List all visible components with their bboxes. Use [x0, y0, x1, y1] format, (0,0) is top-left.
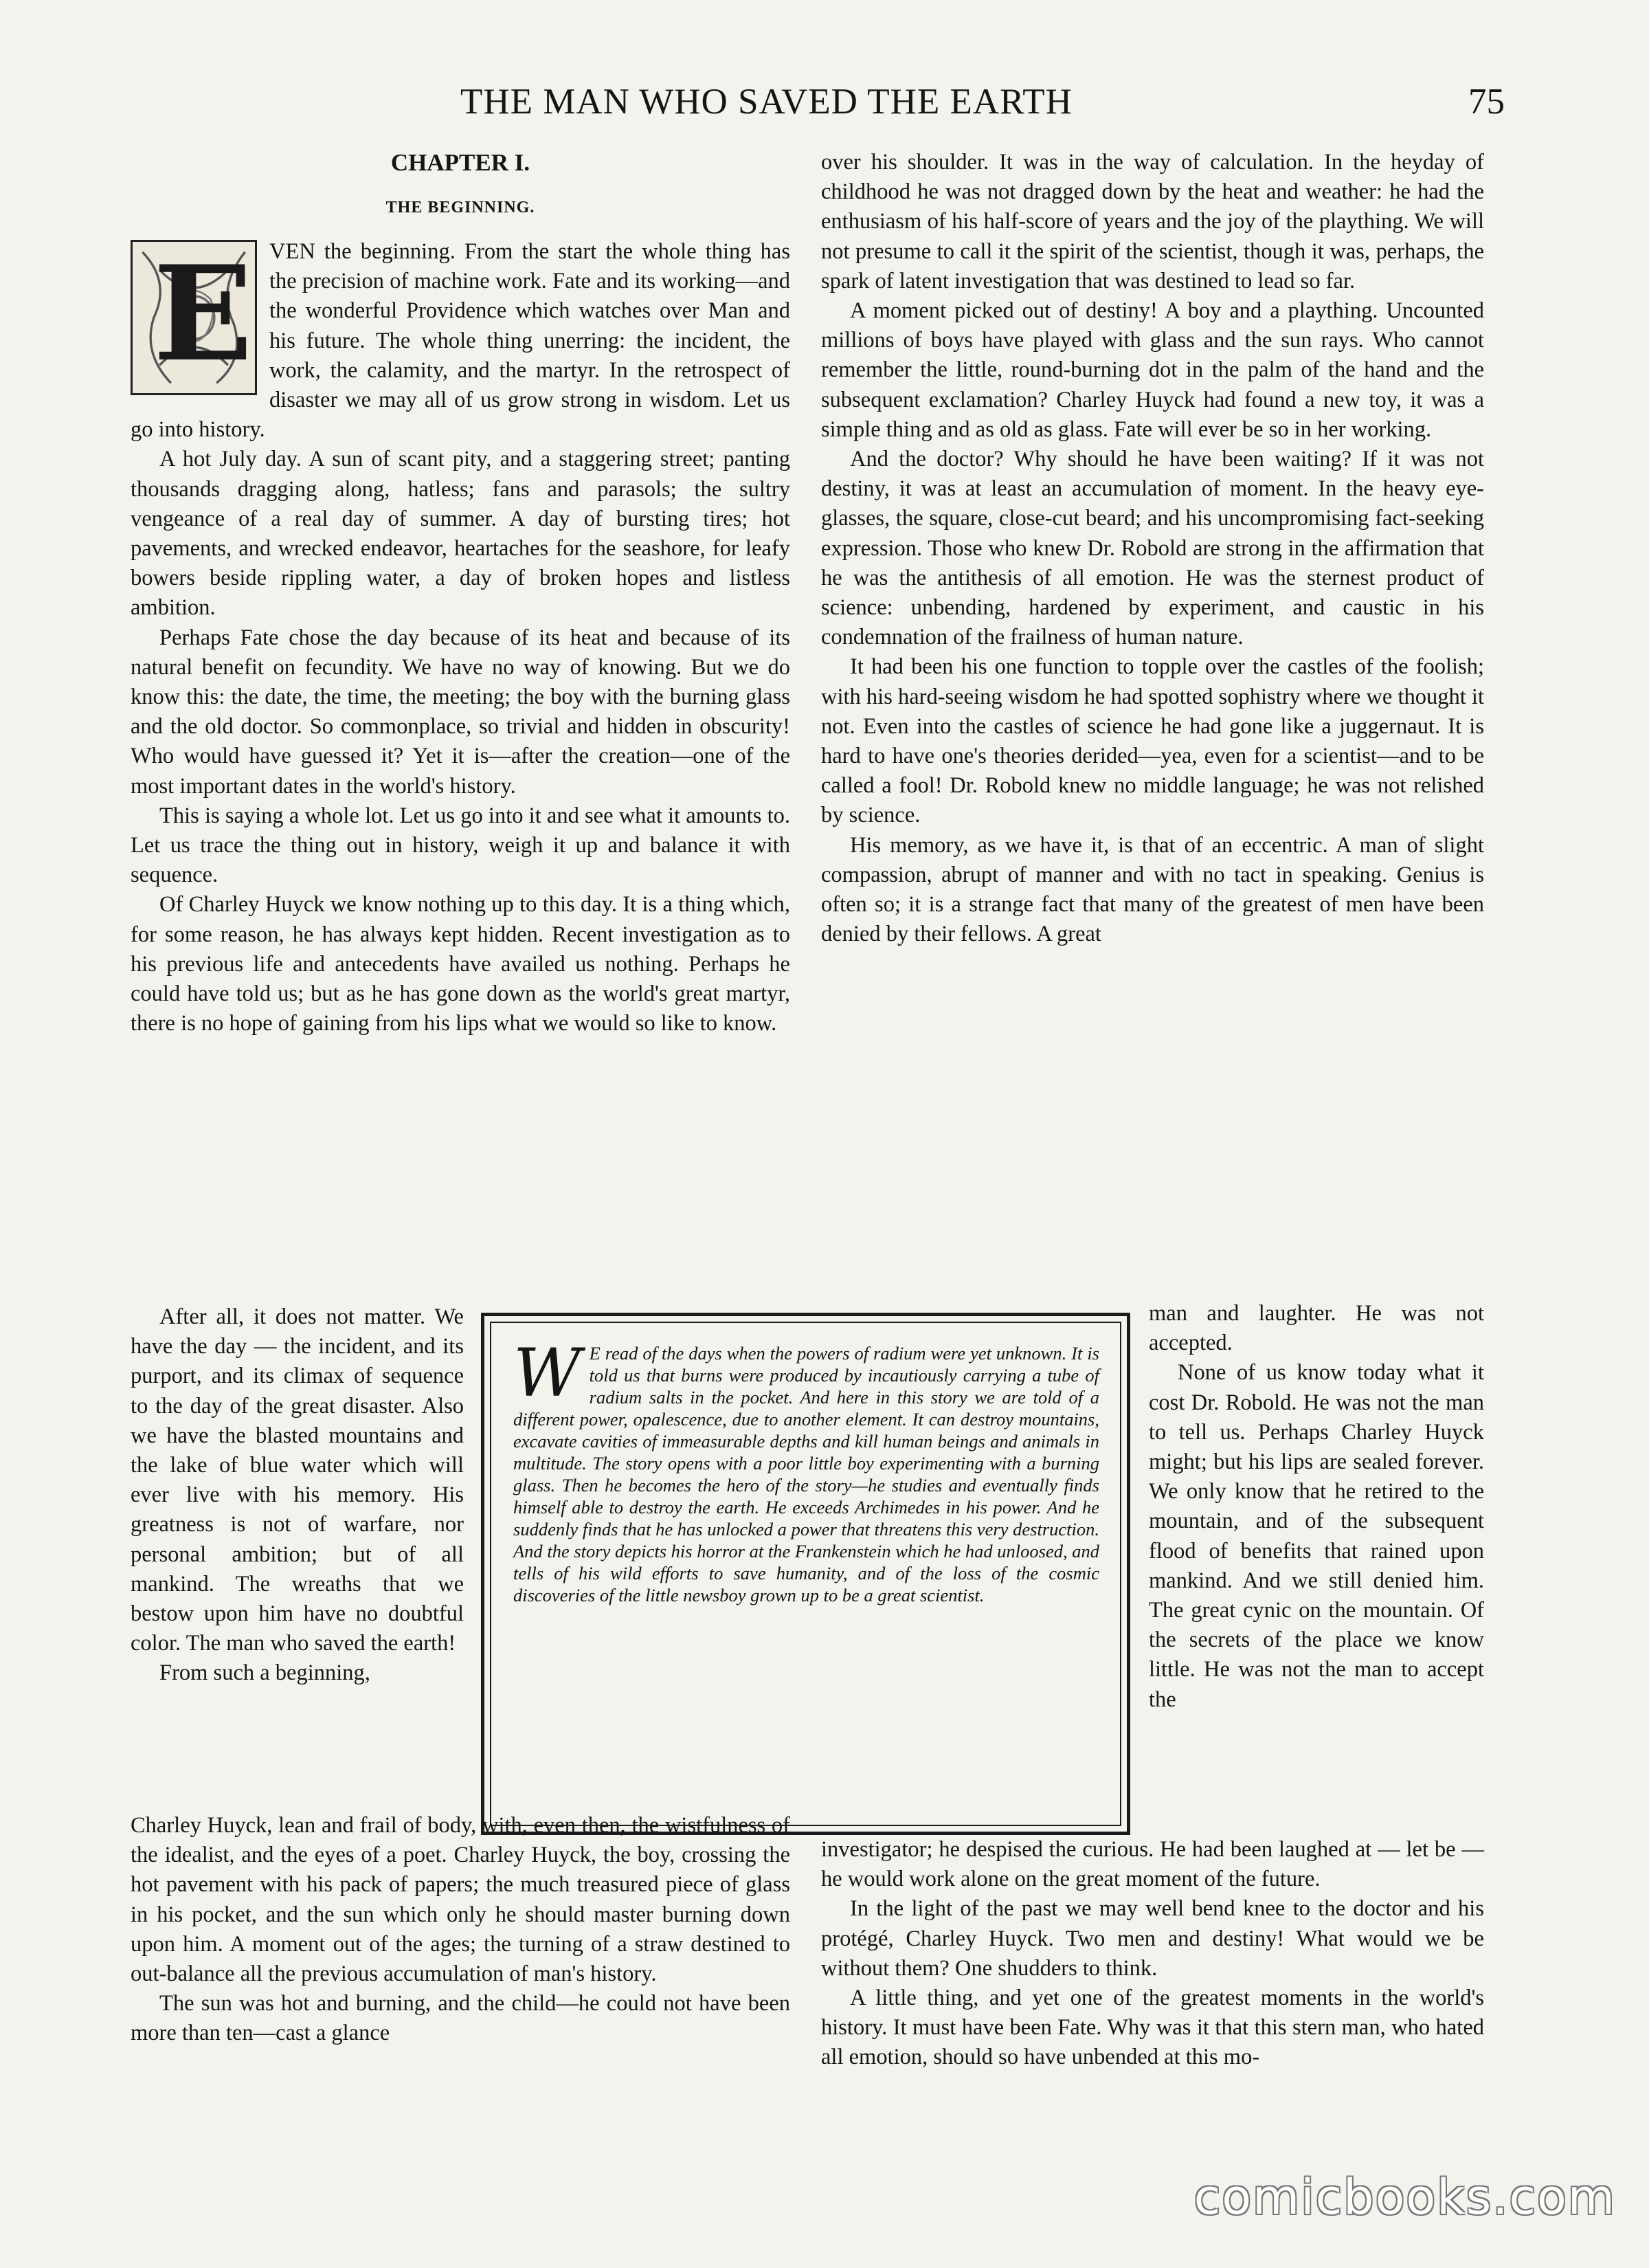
paragraph: VEN the beginning. From the start the whole thing has the precision of machine work. Fate and its working—and the wonderful Providence which watches over Man and his future. The whole thing unerring: the incident, the work, the calamity, and the martyr. In the retrospect of disaster we may all of us grow strong in wisdom. Let us go into history. [131, 239, 790, 443]
paragraph: man and laughter. He was not accepted. [1149, 1301, 1484, 1356]
paragraph: A hot July day. A sun of scant pity, and a staggering street; panting thousands dragging along, hatless; fans and parasols; the sultry vengeance of a real day of summer. A day of bursting tires; hot pavements, and wrecked endeavor, heartaches for the seashore, for leafy bowers beside rippling water, a day of broken hopes and listless ambition. [131, 447, 790, 621]
right-column-bottom [821, 1835, 1484, 2073]
paragraph: A little thing, and yet one of the greatest moments in the world's history. It must have been Fate. Why was it that this stern man, who hated all emotion, should so have unbended at this mo- [821, 1986, 1484, 2070]
paragraph: It had been his one function to topple over the castles of the foolish; with his hard-seeing wisdom he had spotted sophistry where we thought it not. Even into the castles of science he had gone like a juggernaut. It is hard to have one's theories derided—yea, even for a scientist—and to be called a fool! Dr. Robold knew no middle language; he was not relished by science. [821, 654, 1484, 828]
intro-text: E read of the days when the powers of radium were yet unknown. It is told us that burns were produced by incautiously carrying a tube of radium salts in the pocket. And here in this story we are told of a different power, opalescence, due to another element. It can destroy mountains, excavate cavities of immeasurable depths and kill human beings and animals in multitude. The story opens with a poor little boy experimenting with a burning glass. Then he becomes the hero of the story—he studies and eventually finds himself able to destroy the earth. He exceeds Archimedes in his power. And he suddenly finds that he has unlocked a power that threatens this very destruction. And the story depicts his horror at the Frankenstein which he had unloosed, and tells of his wild efforts to save humanity, and of the loss of the cosmic discoveries of the little newsboy grown up to be a great scientist. [513, 1343, 1099, 1605]
left-column-narrow [131, 1302, 464, 1689]
left-column-bottom [131, 1811, 790, 2049]
left-column-top [131, 148, 790, 1038]
paragraph: Of Charley Huyck we know nothing up to this day. It is a thing which, for some reason, he has always kept hidden. Recent investigation as to his previous life and antecedents have availed us nothing. Perhaps he could have told us; but as he has gone down as the world's great martyr, there is no hope of gaining from his lips what we would so like to know. [131, 892, 790, 1036]
paragraph: investigator; he despised the curious. He had been laughed at — let be — he would work alone on the great moment of the future. [821, 1837, 1484, 1892]
paragraph: In the light of the past we may well bend knee to the doctor and his protégé, Charley Huyck. Two men and destiny! What would we be without them? One shudders to think. [821, 1896, 1484, 1981]
running-title: THE MAN WHO SAVED THE EARTH [460, 82, 1073, 122]
paragraph: Charley Huyck, lean and frail of body, with, even then, the wistfulness of the idealist, and the eyes of a poet. Charley Huyck, the boy, crossing the hot pavement with his pack of papers; the much treasured piece of glass in his pocket, and the sun which only he should master burning down upon him. A moment out of the ages; the turning of a straw destined to out-balance all the previous accumulation of man's history. [131, 1813, 790, 1987]
page-header [172, 81, 1505, 143]
paragraph: Perhaps Fate chose the day because of its heat and because of its natural benefit on fecundity. We have no way of knowing. But we do know this: the date, the time, the meeting; the boy with the burning glass and the old doctor. So commonplace, so trivial and hidden in obscurity! Who would have guessed it? Yet it is—after the creation—one of the most important dates in the world's history. [131, 625, 790, 799]
first-paragraph [131, 237, 790, 445]
intro-inner [490, 1322, 1121, 1826]
paragraph: This is saying a whole lot. Let us go into it and see what it amounts to. Let us trace the thing out in history, weigh it up and balance it with sequence. [131, 803, 790, 888]
paragraph: A moment picked out of destiny! A boy and a plaything. Uncounted millions of boys have played with glass and the sun rays. Who cannot remember the little, round-burning dot in the palm of the hand and the subsequent exclamation? Charley Huyck had found a new toy, it was a simple thing and as old as glass. Fate will ever be so in her working. [821, 298, 1484, 442]
dropcap-letter: E [153, 237, 253, 390]
paragraph: And the doctor? Why should he have been waiting? If it was not destiny, it was at least an accumulation of moment. In the heavy eye-glasses, the square, close-cut beard; and his uncompromising fact-seeking expression. Those who knew Dr. Robold are strong in the affirmation that he was the antithesis of all emotion. He was the sternest product of science: unbending, hardened by experiment, and caustic in his condemnation of the frailness of human nature. [821, 447, 1484, 650]
paragraph: over his shoulder. It was in the way of calculation. In the heyday of childhood he was not dragged down by the heat and weather: he had the enthusiasm of his half-score of years and the joy of the plaything. We will not presume to call it the spirit of the scientist, though it was, perhaps, the spark of latent investigation that was destined to lead so far. [821, 150, 1484, 293]
intro-box [481, 1313, 1130, 1835]
chapter-subtitle: THE BEGINNING. [385, 199, 535, 216]
paragraph: The sun was hot and burning, and the child—he could not have been more than ten—cast a glance [131, 1991, 790, 2046]
chapter-title: CHAPTER I. [390, 149, 530, 176]
paragraph: None of us know today what it cost Dr. Robold. He was not the man to tell us. Perhaps Charley Huyck might; but his lips are sealed forever. We only know that he retired to the mountain, and of the subsequent flood of benefits that rained upon mankind. And we still denied him. The great cynic on the mountain. Of the secrets of the place we know little. He was not the man to accept the [1149, 1360, 1484, 1712]
intro-initial: W [513, 1335, 581, 1412]
paragraph: From such a beginning, [159, 1660, 370, 1686]
right-column-top [821, 148, 1484, 949]
watermark: comicbooks.com [1193, 2169, 1616, 2225]
ornamental-initial-e-icon [131, 237, 257, 395]
paragraph: His memory, as we have it, is that of an eccentric. A man of slight compassion, abrupt of manner and with no tact in speaking. Genius is often so; it is a strange fact that many of the greatest of men have been denied by their fellows. A great [821, 832, 1484, 947]
paragraph: After all, it does not matter. We have the day — the incident, and its purport, and its climax of sequence to the day of the great disaster. Also we have the blasted mountains and the lake of blue water which will ever live with his memory. His greatness is not of warfare, nor personal ambition; but of all mankind. The wreaths that we bestow upon him have no doubtful color. The man who saved the earth! [131, 1304, 464, 1656]
page-number: 75 [1468, 82, 1505, 122]
right-column-narrow [1149, 1299, 1484, 1715]
